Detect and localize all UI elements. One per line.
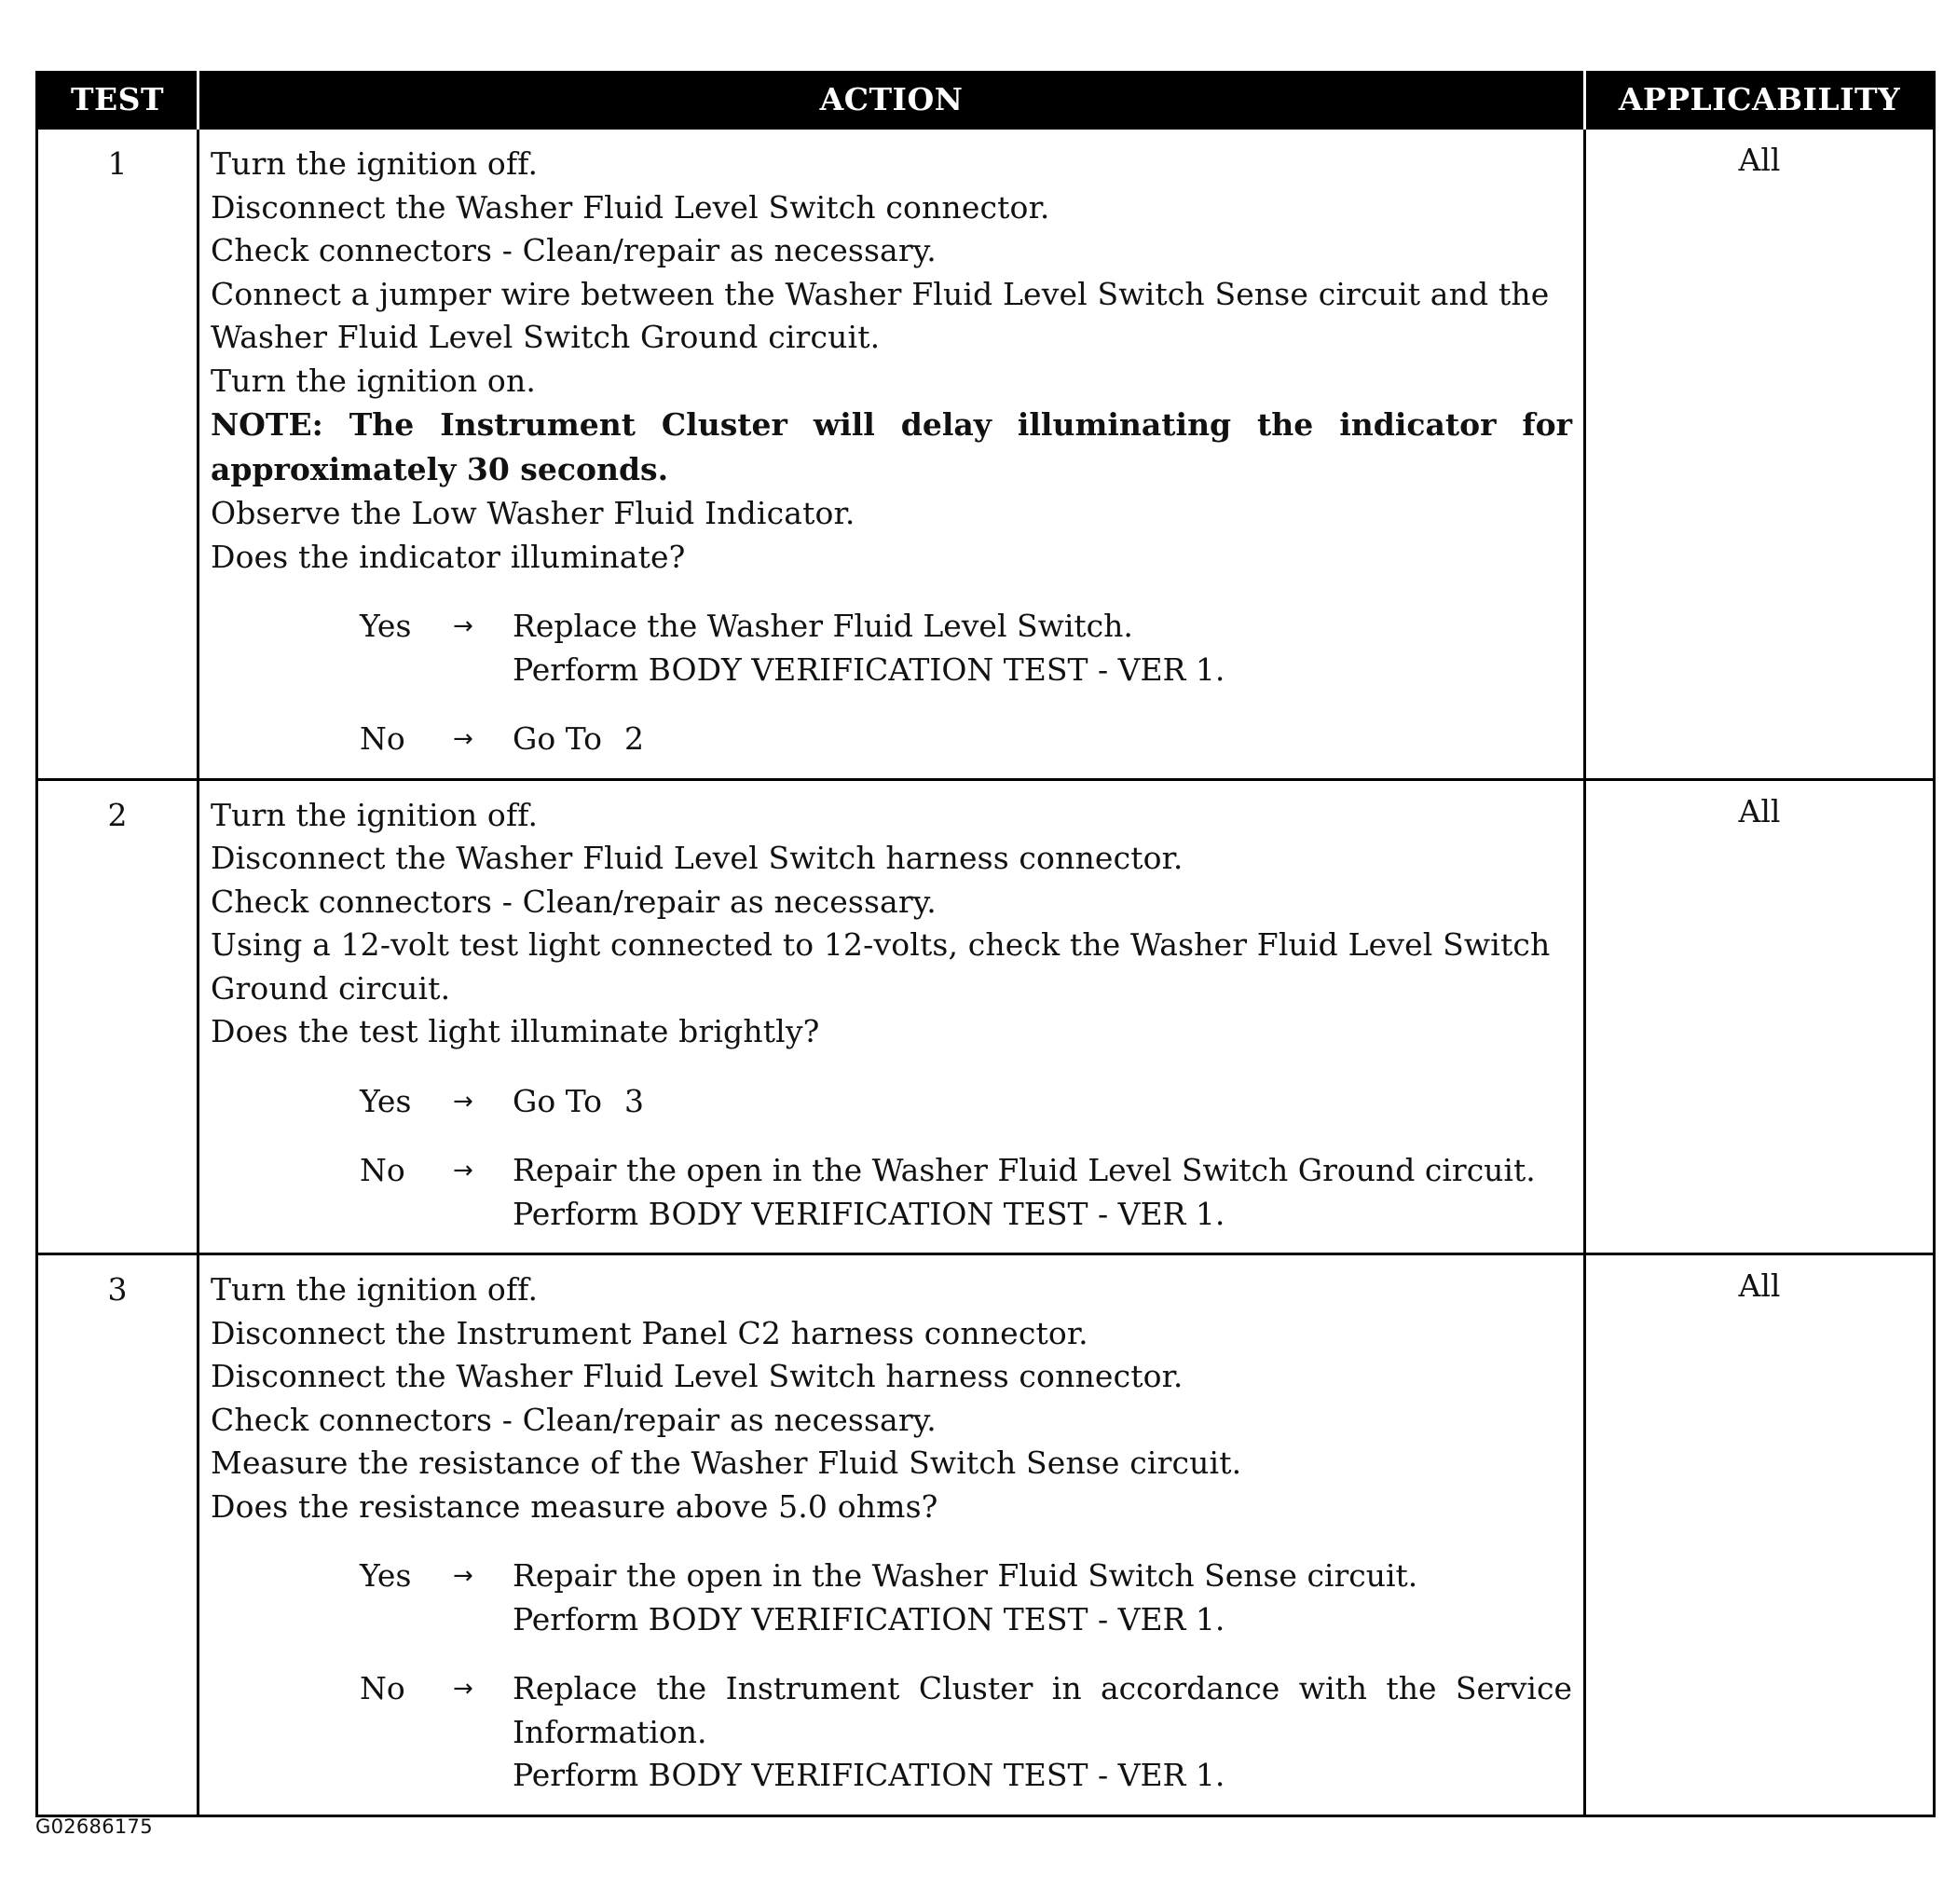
outcome-result [513, 718, 1572, 761]
applicability-value: All [1585, 1254, 1935, 1816]
outcome-result [513, 1149, 1572, 1236]
outcome-line: Repair the open in the Washer Fluid Switch Sense circuit. [513, 1557, 1418, 1594]
outcome-result [513, 1080, 1572, 1124]
outcome-line: Repair the open in the Washer Fluid Level Switch Ground circuit. [513, 1152, 1536, 1188]
outcomes [211, 605, 1572, 761]
action-step: Connect a jumper wire between the Washer Fluid Level Switch Sense circuit and the Washer Fluid Level Switch Ground circuit. [211, 275, 1550, 355]
header-applicability: APPLICABILITY [1585, 71, 1935, 129]
action-step: Turn the ignition on. [211, 362, 536, 399]
outcome-yes [211, 605, 1572, 692]
table-header [37, 71, 1935, 129]
outcome-no [211, 1667, 1572, 1798]
goto-label: Go To [513, 1082, 603, 1119]
goto-test-number: 3 [624, 1082, 645, 1119]
goto-test-number: 2 [624, 720, 645, 757]
outcome-yes [211, 1555, 1572, 1641]
action-step: Disconnect the Washer Fluid Level Switch connector. [211, 188, 1050, 226]
outcome-label: Yes [360, 1082, 412, 1119]
outcome-label: No [360, 720, 405, 757]
outcome-line: Perform BODY VERIFICATION TEST - VER 1. [513, 1600, 1225, 1637]
arrow-icon: → [453, 1562, 473, 1590]
action-step: Turn the ignition off. [211, 796, 539, 833]
header-test: TEST [37, 71, 198, 129]
test-number: 1 [37, 129, 198, 780]
arrow-icon: → [453, 1157, 473, 1185]
outcome-yes [211, 1080, 1572, 1124]
outcome-line: Perform BODY VERIFICATION TEST - VER 1. [513, 1195, 1225, 1232]
outcome-label: Yes [360, 1557, 412, 1594]
outcome-result [513, 605, 1572, 692]
outcome-line: Perform BODY VERIFICATION TEST - VER 1. [513, 1757, 1225, 1793]
arrow-icon: → [453, 1675, 473, 1703]
goto-link[interactable] [513, 718, 1572, 761]
arrow-icon: → [453, 725, 473, 753]
goto-label: Go To [513, 720, 603, 757]
table-row [37, 129, 1935, 780]
header-action: ACTION [198, 71, 1585, 129]
figure-id: G02686175 [35, 1815, 153, 1838]
action-step: Does the resistance measure above 5.0 ohms? [211, 1487, 938, 1525]
action-step: Turn the ignition off. [211, 1271, 539, 1308]
action-step: Does the test light illuminate brightly? [211, 1013, 820, 1049]
table-row [37, 1254, 1935, 1816]
test-number: 3 [37, 1254, 198, 1816]
outcome-no [211, 718, 1572, 761]
diagnostic-test-page [35, 71, 1933, 1817]
outcome-no [211, 1149, 1572, 1236]
action-step: Measure the resistance of the Washer Fluid Switch Sense circuit. [211, 1445, 1242, 1481]
action-step: Check connectors - Clean/repair as necessary. [211, 883, 937, 920]
goto-link[interactable] [513, 1080, 1572, 1124]
outcome-line: Replace the Instrument Cluster in accordance with the Service Information. [513, 1670, 1572, 1750]
action-step: Using a 12-volt test light connected to 12-volts, check the Washer Fluid Level Switch Ground circuit. [211, 926, 1551, 1007]
arrow-icon: → [453, 612, 473, 640]
outcome-label: No [360, 1670, 405, 1706]
action-step: Disconnect the Instrument Panel C2 harness connector. [211, 1314, 1088, 1351]
action-step: Turn the ignition off. [211, 145, 539, 182]
action-step: Check connectors - Clean/repair as necessary. [211, 1401, 937, 1438]
outcome-result [513, 1667, 1572, 1798]
action-cell [198, 129, 1585, 780]
action-step: Disconnect the Washer Fluid Level Switch harness connector. [211, 840, 1184, 876]
outcomes [211, 1080, 1572, 1237]
action-step: Disconnect the Washer Fluid Level Switch harness connector. [211, 1358, 1184, 1394]
test-number: 2 [37, 779, 198, 1254]
applicability-value: All [1585, 129, 1935, 780]
outcome-label: No [360, 1152, 405, 1188]
outcome-result [513, 1555, 1572, 1641]
table-row [37, 779, 1935, 1254]
note-text: NOTE: The Instrument Cluster will delay illuminating the indicator for approximately 30 seconds. [211, 406, 1572, 487]
applicability-value: All [1585, 779, 1935, 1254]
outcome-line: Perform BODY VERIFICATION TEST - VER 1. [513, 651, 1225, 688]
action-cell [198, 779, 1585, 1254]
outcomes [211, 1555, 1572, 1798]
action-step: Does the indicator illuminate? [211, 538, 686, 575]
action-cell [198, 1254, 1585, 1816]
diagnostic-test-table [35, 71, 1936, 1817]
outcome-label: Yes [360, 608, 412, 644]
action-step: Check connectors - Clean/repair as necessary. [211, 232, 937, 268]
arrow-icon: → [453, 1087, 473, 1116]
outcome-line: Replace the Washer Fluid Level Switch. [513, 608, 1133, 644]
action-step: Observe the Low Washer Fluid Indicator. [211, 495, 855, 531]
